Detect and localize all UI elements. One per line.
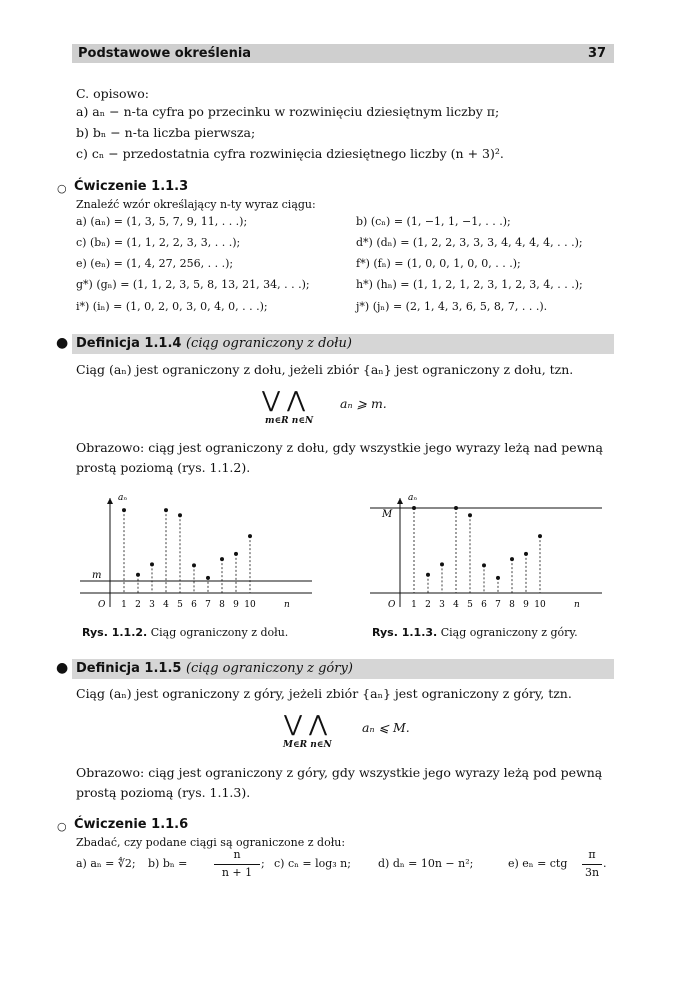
exercise-113-prompt: Znaleźć wzór określający n-ty wyraz ciągu: <box>76 198 316 211</box>
definition-115-explain-2: prostą poziomą (rys. 1.1.3). <box>76 785 251 800</box>
fig112-tick-label: 2 <box>135 600 141 610</box>
exercise-113-left-1: c) (bₙ) = (1, 1, 2, 2, 3, 3, . . .); <box>76 236 241 249</box>
fig112-tick-label: 9 <box>233 600 239 610</box>
definition-115-formula-sub: M∈R n∈N <box>283 740 332 750</box>
definition-114-explain-2: prostą poziomą (rys. 1.1.2). <box>76 460 251 475</box>
exercise-113-left-4: i*) (iₙ) = (1, 0, 2, 0, 3, 0, 4, 0, . . .); <box>76 300 268 313</box>
fig112-data-point <box>192 563 196 567</box>
definition-115-title <box>76 661 353 676</box>
definition-114-formula: aₙ ⩾ m. <box>340 396 387 411</box>
exercise-116-b-denominator: n + 1 <box>221 866 253 879</box>
definition-114-title <box>76 336 352 351</box>
fig112-data-point <box>136 573 140 577</box>
exercise-116-e-denominator: 3n <box>584 866 600 879</box>
fig112-tick-label: 3 <box>149 600 155 610</box>
definition-114-formula-sub: m∈R n∈N <box>265 416 314 426</box>
exercise-116-e-suffix: . <box>603 857 607 870</box>
fig112-tick-label: 7 <box>205 600 211 610</box>
fraction-bar <box>582 864 602 865</box>
fig113-x-label: n <box>574 600 580 610</box>
exercise-116-e-prefix: e) eₙ = ctg <box>508 857 568 870</box>
definition-115-label: Definicja 1.1.5 <box>76 661 182 676</box>
exercise-113-title: Ćwiczenie 1.1.3 <box>74 179 189 194</box>
fig113-tick-label: 5 <box>467 600 473 610</box>
exercise-116-b-prefix: b) bₙ = <box>148 857 188 870</box>
fig112-tick-label: 5 <box>177 600 183 610</box>
exercise-113-right-0: b) (cₙ) = (1, −1, 1, −1, . . .); <box>356 215 511 228</box>
fig113-y-label: aₙ <box>408 493 418 503</box>
figure-112-caption-text: Ciąg ograniczony z dołu. <box>150 626 289 639</box>
fig112-tick-label: 4 <box>163 600 169 610</box>
fraction-bar <box>214 864 260 865</box>
exercise-circle-icon: ○ <box>57 182 67 195</box>
fig113-tick-label: 3 <box>439 600 445 610</box>
fig112-tick-label: 1 <box>121 600 127 610</box>
fig112-tick-label: 6 <box>191 600 197 610</box>
figure-113-caption <box>372 626 578 639</box>
fig113-data-point <box>468 513 472 517</box>
exercise-113-left-2: e) (eₙ) = (1, 4, 27, 256, . . .); <box>76 257 234 270</box>
exercise-113-right-1: d*) (dₙ) = (1, 2, 2, 3, 3, 3, 4, 4, 4, 4, . . .); <box>356 236 583 249</box>
exercise-116-b-numerator: n <box>233 848 241 861</box>
definition-115-subtitle: (ciąg ograniczony z góry) <box>185 661 353 676</box>
fig113-data-point <box>426 573 430 577</box>
definition-115-text: Ciąg (aₙ) jest ograniczony z góry, jeżeli zbiór {aₙ} jest ograniczony z góry, tzn. <box>76 686 572 701</box>
exercise-113-left-0: a) (aₙ) = (1, 3, 5, 7, 9, 11, . . .); <box>76 215 248 228</box>
descriptive-item-a: a) aₙ − n-ta cyfra po przecinku w rozwinięciu dziesiętnym liczby π; <box>76 104 500 119</box>
fig113-data-point <box>454 506 458 510</box>
figure-112-caption-label: Rys. 1.1.2. <box>82 626 148 639</box>
exercise-113-left-3: g*) (gₙ) = (1, 1, 2, 3, 5, 8, 13, 21, 34, . . .); <box>76 278 310 291</box>
definition-114-quantifiers: ⋁ ⋀ <box>262 388 306 413</box>
exercise-116-e-numerator: π <box>588 848 596 861</box>
exercise-116-prompt: Zbadać, czy podane ciągi są ograniczone z dołu: <box>76 836 346 849</box>
definition-115-explain-1: Obrazowo: ciąg jest ograniczony z góry, gdy wszystkie jego wyrazy leżą pod pewną <box>76 765 603 780</box>
exercise-113-right-2: f*) (fₙ) = (1, 0, 0, 1, 0, 0, . . .); <box>356 257 521 270</box>
fig112-data-point <box>122 508 126 512</box>
fig113-data-point <box>538 534 542 538</box>
fig113-y-arrow <box>397 498 403 504</box>
exercise-116-c: c) cₙ = log₃ n; <box>274 857 351 870</box>
fig112-tick-label: 10 <box>244 600 256 610</box>
fig112-data-point <box>164 508 168 512</box>
fig112-data-point <box>248 534 252 538</box>
fig113-data-point <box>412 506 416 510</box>
header-title: Podstawowe określenia <box>78 46 252 61</box>
exercise-113-right-4: j*) (jₙ) = (2, 1, 4, 3, 6, 5, 8, 7, . . .). <box>356 300 548 313</box>
definition-114-explain-1: Obrazowo: ciąg jest ograniczony z dołu, gdy wszystkie jego wyrazy leżą nad pewną <box>76 440 603 455</box>
fig112-data-point <box>150 562 154 566</box>
fig113-tick-label: 4 <box>453 600 459 610</box>
exercise-116-a: a) aₙ = ∜2; <box>76 857 136 870</box>
definition-114-text: Ciąg (aₙ) jest ograniczony z dołu, jeżeli zbiór {aₙ} jest ograniczony z dołu, tzn. <box>76 362 574 377</box>
figure-112-caption <box>82 626 288 639</box>
definition-bullet-icon: ● <box>56 335 69 351</box>
fig113-tick-label: 10 <box>534 600 546 610</box>
exercise-113-right-3: h*) (hₙ) = (1, 1, 2, 1, 2, 3, 1, 2, 3, 4, . . .); <box>356 278 583 291</box>
descriptive-item-b: b) bₙ − n-ta liczba pierwsza; <box>76 125 256 140</box>
definition-bullet-icon: ● <box>56 660 69 676</box>
fig113-data-point <box>482 563 486 567</box>
fig112-data-point <box>220 557 224 561</box>
exercise-116-b-suffix: ; <box>261 857 265 870</box>
fig113-data-point <box>524 552 528 556</box>
fig112-data-point <box>178 513 182 517</box>
definition-114-label: Definicja 1.1.4 <box>76 336 182 351</box>
figure-112-chart <box>80 490 320 615</box>
fig113-data-point <box>496 576 500 580</box>
fig113-tick-label: 6 <box>481 600 487 610</box>
fig112-tick-label: 8 <box>219 600 225 610</box>
exercise-circle-icon: ○ <box>57 820 67 833</box>
fig113-bound-label: M <box>382 509 393 520</box>
fig113-tick-label: 7 <box>495 600 501 610</box>
descriptive-item-c: c) cₙ − przedostatnia cyfra rozwinięcia dziesiętnego liczby (n + 3)². <box>76 146 504 161</box>
exercise-116-d: d) dₙ = 10n − n²; <box>378 857 474 870</box>
fig113-data-point <box>510 557 514 561</box>
fig112-data-point <box>206 576 210 580</box>
fig113-tick-label: 8 <box>509 600 515 610</box>
fig113-tick-label: 2 <box>425 600 431 610</box>
fig112-origin-label: O <box>98 600 106 610</box>
fig113-origin-label: O <box>388 600 396 610</box>
fig113-data-point <box>440 562 444 566</box>
fig113-tick-label: 9 <box>523 600 529 610</box>
fig112-x-label: n <box>284 600 290 610</box>
fig113-tick-label: 1 <box>411 600 417 610</box>
figure-113-chart <box>370 490 610 615</box>
fig112-y-label: aₙ <box>118 493 128 503</box>
definition-115-quantifiers: ⋁ ⋀ <box>284 712 328 737</box>
figure-113-caption-text: Ciąg ograniczony z góry. <box>440 626 578 639</box>
figure-113-caption-label: Rys. 1.1.3. <box>372 626 438 639</box>
descriptive-label: C. opisowo: <box>76 86 149 101</box>
page-number: 37 <box>588 46 607 61</box>
fig112-data-point <box>234 552 238 556</box>
fig112-bound-label: m <box>92 570 102 581</box>
fig112-y-arrow <box>107 498 113 504</box>
exercise-116-title: Ćwiczenie 1.1.6 <box>74 817 189 832</box>
definition-115-formula: aₙ ⩽ M. <box>362 720 410 735</box>
definition-114-subtitle: (ciąg ograniczony z dołu) <box>185 336 352 351</box>
